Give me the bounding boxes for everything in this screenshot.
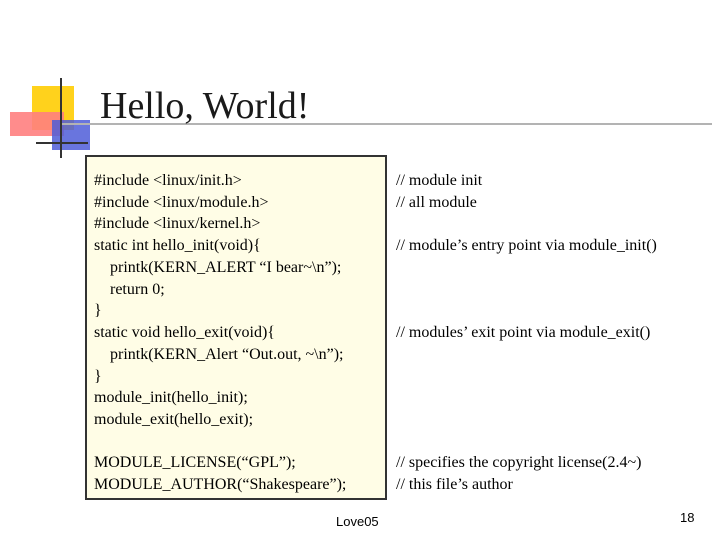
page-number: 18 xyxy=(680,510,695,525)
logo-vertical-line xyxy=(60,78,62,158)
comment-line: // this file’s author xyxy=(396,476,513,493)
code-line: #include <linux/init.h> xyxy=(94,172,242,189)
code-line: MODULE_AUTHOR(“Shakespeare”); xyxy=(94,476,347,493)
code-line: static int hello_init(void){ xyxy=(94,237,261,254)
code-line: } xyxy=(94,368,102,385)
footer-text: Love05 xyxy=(336,514,379,529)
code-line: printk(KERN_Alert “Out.out, ~\n”); xyxy=(94,346,344,363)
slide-title: Hello, World! xyxy=(100,85,310,127)
code-line: module_init(hello_init); xyxy=(94,389,248,406)
comment-line: // specifies the copyright license(2.4~) xyxy=(396,454,642,471)
code-line: } xyxy=(94,302,102,319)
code-line: #include <linux/kernel.h> xyxy=(94,215,261,232)
comment-line: // modules’ exit point via module_exit() xyxy=(396,324,651,341)
code-line: return 0; xyxy=(94,281,165,298)
comment-line: // module init xyxy=(396,172,483,189)
code-line: MODULE_LICENSE(“GPL”); xyxy=(94,454,296,471)
comment-line: // module’s entry point via module_init() xyxy=(396,237,657,254)
code-line: printk(KERN_ALERT “I bear~\n”); xyxy=(94,259,342,276)
code-line: #include <linux/module.h> xyxy=(94,194,269,211)
comment-line: // all module xyxy=(396,194,477,211)
logo-horizontal-line xyxy=(36,142,88,144)
code-line: module_exit(hello_exit); xyxy=(94,411,254,428)
code-line: static void hello_exit(void){ xyxy=(94,324,275,341)
